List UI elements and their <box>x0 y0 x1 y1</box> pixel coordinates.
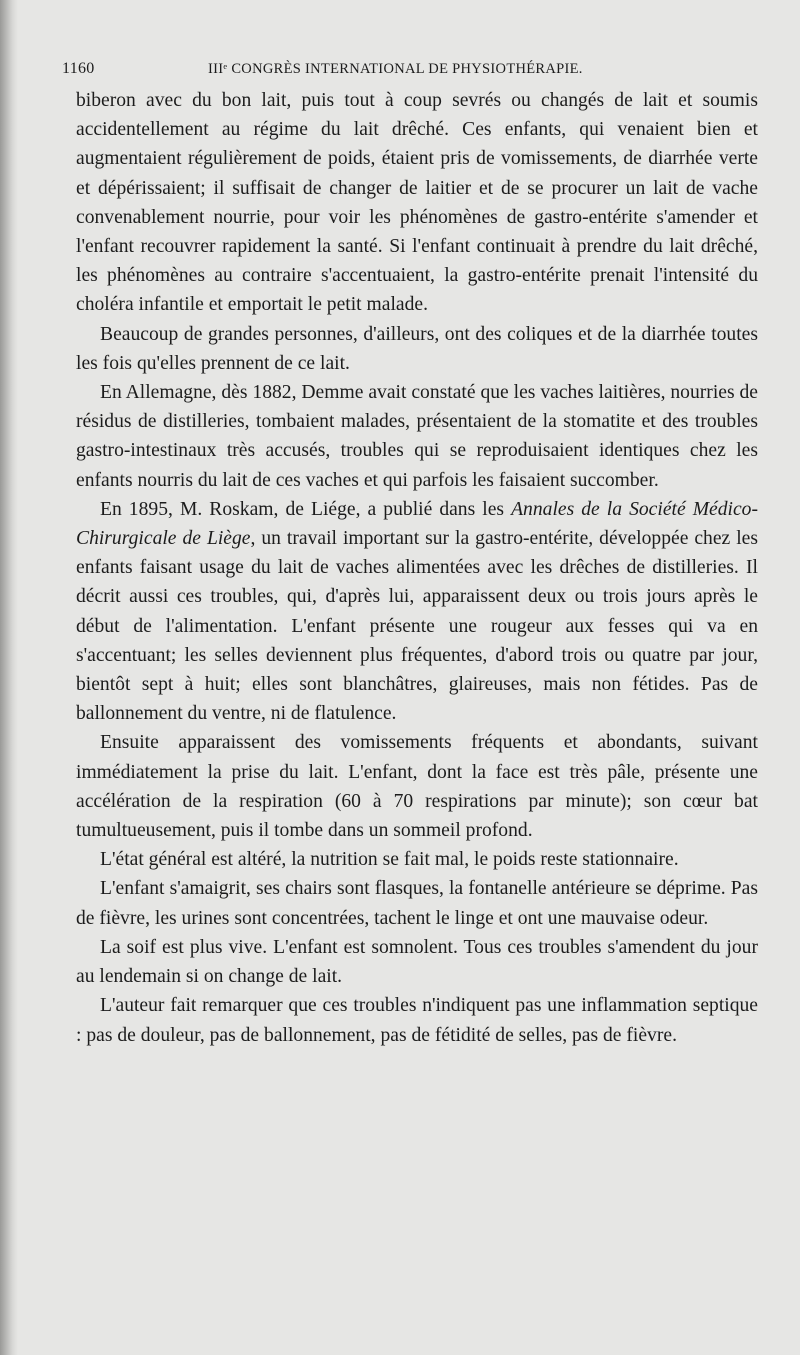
page-number: 1160 <box>62 60 95 77</box>
paragraph-4 <box>76 495 758 729</box>
paragraph-8: La soif est plus vive. L'enfant est somnolent. Tous ces troubles s'amendent du jour au lendemain si on change de lait. <box>76 936 758 988</box>
page-gutter-shadow <box>0 0 18 1355</box>
paragraph-5: Ensuite apparaissent des vomissements fréquents et abondants, suivant immédiatement la prise du lait. L'enfant, dont la face est très pâle, présente une accélération de la respiration (60 à 70 respirations par minute); son cœur bat tumultueusement, puis il tombe dans un sommeil profond. <box>76 732 758 842</box>
body-text <box>76 86 758 1050</box>
paragraph-7: L'enfant s'amaigrit, ses chairs sont flasques, la fontanelle antérieure se déprime. Pas de fièvre, les urines sont concentrées, tachent le linge et ont une mauvaise odeur. <box>76 878 758 929</box>
paragraph-9: L'auteur fait remarquer que ces troubles n'indiquent pas une inflammation septique : pas de douleur, pas de ballonnement, pas de fétidité de selles, pas de fièvre. <box>76 995 758 1046</box>
running-header <box>60 60 750 82</box>
paragraph-4-end: , un travail important sur la gastro-entérite, développée chez les enfants faisant usage du lait de vaches alimentées avec les drêches de distilleries. Il décrit aussi ces troubles, qui, d'après lui, apparaissent deux ou trois jours après le début de l'alimentation. L'enfant présente une rougeur aux fesses qui va en s'accentuant; les selles deviennent plus fréquentes, d'abord trois ou quatre par jour, bientôt sept à huit; elles sont blanchâtres, glaireuses, mais non fétides. Pas de ballonnement du ventre, ni de flatulence. <box>76 528 758 725</box>
paragraph-2: Beaucoup de grandes personnes, d'ailleurs, ont des coliques et de la diarrhée toutes les fois qu'elles prennent de ce lait. <box>76 323 758 374</box>
running-title: IIIᵉ CONGRÈS INTERNATIONAL DE PHYSIOTHÉRAPIE. <box>208 61 583 77</box>
paragraph-4-start: En 1895, M. Roskam, de Liége, a publié dans les <box>100 498 512 520</box>
journal-title: Annales de la Société Médico-Chirurgicale de Liège <box>76 498 758 550</box>
paragraph-1: biberon avec du bon lait, puis tout à coup sevrés ou changés de lait et soumis accidentellement au régime du lait drêché. Ces enfants, qui venaient bien et augmentaient régulièrement de poids, étaient pris de vomissements, de diarrhée verte et dépérissaient; il suffisait de changer de laitier et de se procurer un lait de vache convenablement nourrie, pour voir les phénomènes de gastro-entérite s'amender et l'enfant recouvrer rapidement la santé. Si l'enfant continuait à prendre du lait drêché, les phénomènes au contraire s'accentuaient, la gastro-entérite prenait l'intensité du choléra infantile et emportait le petit malade. <box>76 90 758 316</box>
paragraph-3: En Allemagne, dès 1882, Demme avait constaté que les vaches laitières, nourries de résidus de distilleries, tombaient malades, présentaient de la stomatite et des troubles gastro-intestinaux très accusés, troubles qui se reproduisaient identiques chez les enfants nourris du lait de ces vaches et qui parfois les faisaient succomber. <box>76 382 758 491</box>
paragraph-6: L'état général est altéré, la nutrition se fait mal, le poids reste stationnaire. <box>100 849 679 871</box>
